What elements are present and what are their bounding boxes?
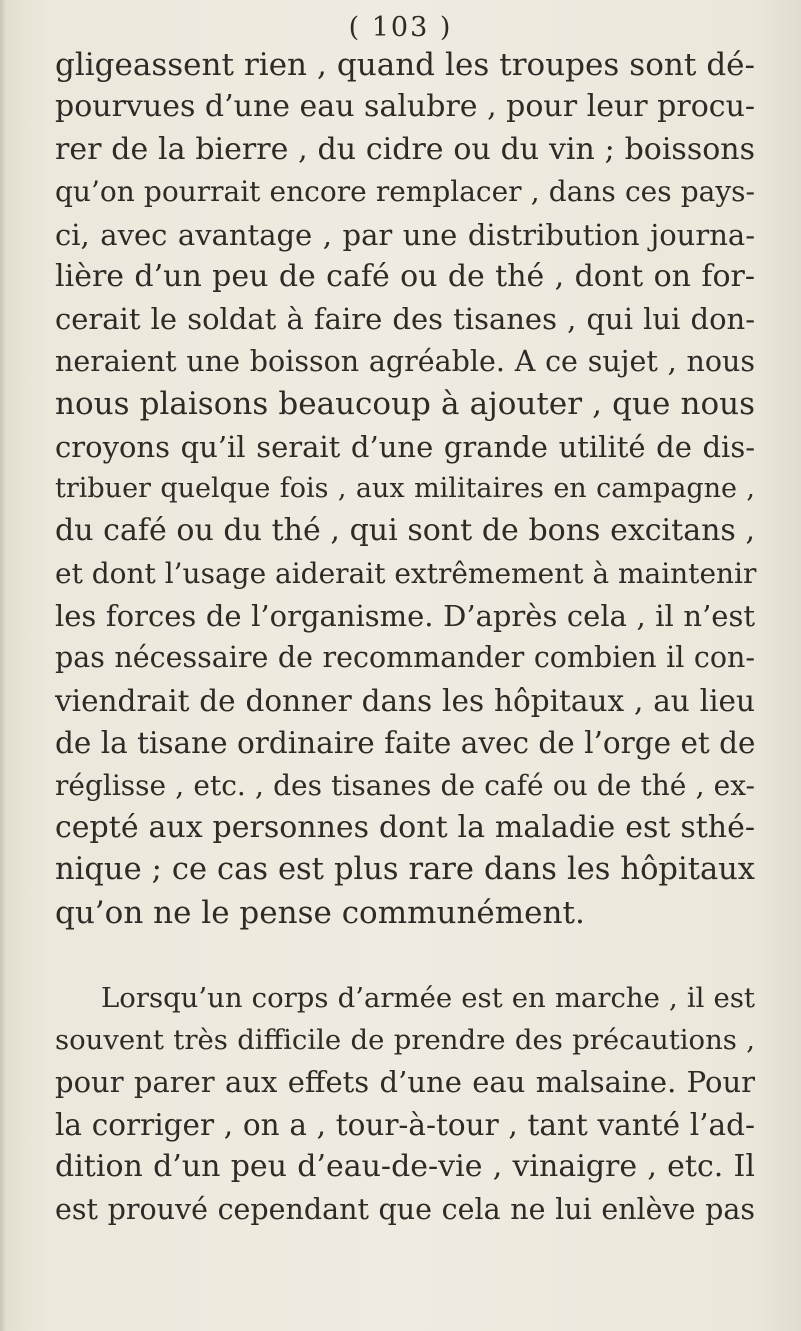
text-line: réglisse , etc. , des tisanes de café ou de thé , ex- <box>55 768 755 802</box>
text-line: gligeassent rien , quand les troupes sont dé- <box>55 47 755 83</box>
text-line: et dont l’usage aiderait extrêmement à maintenir <box>55 556 757 590</box>
text-line: du café ou du thé , qui sont de bons excitans , <box>55 513 755 549</box>
text-line: cepté aux personnes dont la maladie est sthé- <box>55 810 755 846</box>
gutter-shadow <box>0 0 6 1331</box>
text-line: nique ; ce cas est plus rare dans les hôpitaux <box>55 852 755 888</box>
text-line: souvent très difficile de prendre des précautions , <box>55 1023 755 1056</box>
text-line: de la tisane ordinaire faite avec de l’orge et de <box>55 726 756 761</box>
text-line: pas nécessaire de recommander combien il con- <box>55 641 755 675</box>
body-text <box>55 44 755 1231</box>
text-line: dition d’un peu d’eau-de-vie , vinaigre , etc. Il <box>55 1149 755 1185</box>
paragraph-gap <box>55 934 755 976</box>
text-line: qu’on ne le pense communément. <box>55 894 585 931</box>
text-line: nous plaisons beaucoup à ajouter , que nous <box>55 386 755 423</box>
text-line: les forces de l’organisme. D’après cela , il n’est <box>55 599 755 634</box>
text-line: qu’on pourrait encore remplacer , dans ces pays- <box>55 175 755 209</box>
text-line: pour parer aux effets d’une eau malsaine. Pour <box>55 1065 755 1100</box>
text-line: la corriger , on a , tour-à-tour , tant vanté l’ad- <box>55 1107 755 1142</box>
text-line: tribuer quelque fois , aux militaires en campagne , <box>55 472 755 504</box>
text-line: lière d’un peu de café ou de thé , dont on for- <box>55 258 755 294</box>
text-line: est prouvé cependant que cela ne lui enlève pas <box>55 1192 755 1226</box>
paragraph-2 <box>55 977 755 1231</box>
text-line: pourvues d’une eau salubre , pour leur procu- <box>55 89 756 125</box>
page-number: ( 103 ) <box>348 12 453 43</box>
text-line: neraient une boisson agréable. A ce sujet , nous <box>55 344 755 378</box>
text-line: Lorsqu’un corps d’armée est en marche , il est <box>101 981 755 1014</box>
text-line: ci, avec avantage , par une distribution journa- <box>55 217 755 252</box>
text-line: croyons qu’il serait d’une grande utilité de dis- <box>55 429 755 464</box>
text-line: rer de la bierre , du cidre ou du vin ; boissons <box>55 131 755 167</box>
text-line: cerait le soldat à faire des tisanes , qui lui don- <box>55 302 755 337</box>
paragraph-1 <box>55 44 755 934</box>
text-line: viendrait de donner dans les hôpitaux , au lieu <box>55 683 755 718</box>
